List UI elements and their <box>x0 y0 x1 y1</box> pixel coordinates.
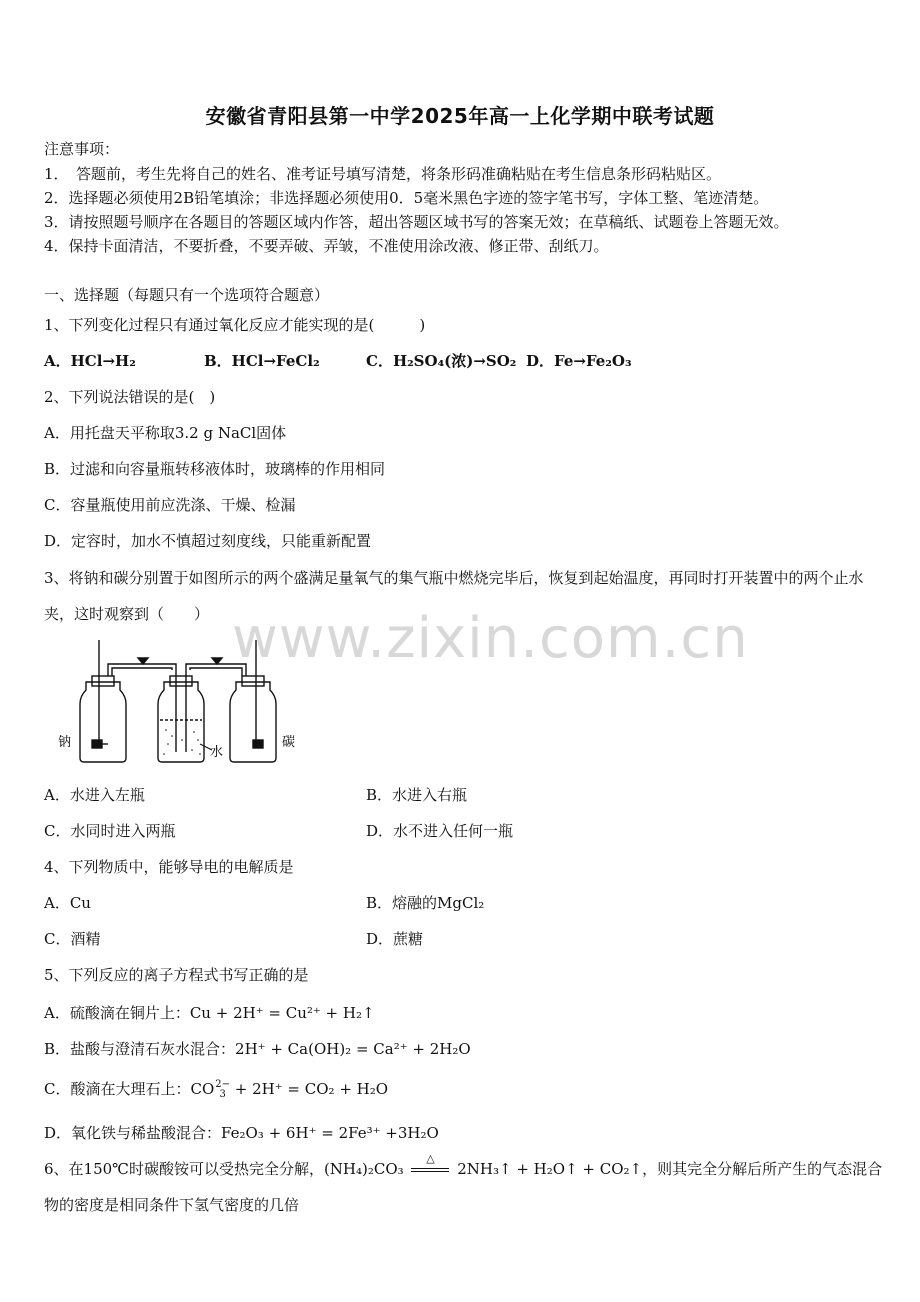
watermark: www.zixin.com.cn <box>232 606 749 671</box>
q5-option-c-suffix: + 2H⁺ = CO₂ + H₂O <box>230 1080 389 1098</box>
q1-option-b: B．HCl→FeCl₂ <box>204 352 320 370</box>
q5-option-c-prefix: C．酸滴在大理石上：CO <box>44 1080 215 1098</box>
q5-option-d: D．氧化铁与稀盐酸混合：Fe₂O₃ + 6H⁺ = 2Fe³⁺ +3H₂O <box>44 1124 439 1142</box>
question-2-stem: 2、下列说法错误的是( ) <box>44 388 216 406</box>
figure-label-sodium: 钠 <box>58 735 72 750</box>
q3-option-d: D．水不进入任何一瓶 <box>366 822 514 840</box>
q6-suffix: 2NH₃↑ + H₂O↑ + CO₂↑，则其完全分解后所产生的气态混合 <box>457 1160 883 1178</box>
section-heading: 一、选择题（每题只有一个选项符合题意） <box>44 286 330 304</box>
q5-option-a: A．硫酸滴在铜片上：Cu + 2H⁺ = Cu²⁺ + H₂↑ <box>44 1004 375 1022</box>
heating-condition-sign <box>408 1152 452 1178</box>
q6-prefix: 6、在150℃时碳酸铵可以受热完全分解，(NH₄)₂CO₃ <box>44 1160 404 1178</box>
figure-label-carbon: 碳 <box>282 735 296 750</box>
q5-option-b: B．盐酸与澄清石灰水混合：2H⁺ + Ca(OH)₂ = Ca²⁺ + 2H₂O <box>44 1040 471 1058</box>
notice-item: 3．请按照题号顺序在各题目的答题区域内作答，超出答题区域书写的答案无效；在草稿纸、试题卷上答题无效。 <box>44 213 789 231</box>
q1-option-c: C．H₂SO₄(浓)→SO₂ <box>366 352 517 370</box>
page-title: 安徽省青阳县第一中学2025年高一上化学期中联考试题 <box>205 104 715 128</box>
q1-option-a: A．HCl→H₂ <box>44 352 136 370</box>
carbonate-charge <box>215 1080 230 1100</box>
carbonate-sup: 2− <box>215 1079 231 1090</box>
notice-item: 4．保持卡面清洁，不要折叠，不要弄破、弄皱，不准使用涂改液、修正带、刮纸刀。 <box>44 237 609 255</box>
q2-option-d: D．定容时，加水不慎超过刻度线，只能重新配置 <box>44 532 372 550</box>
question-6-stem-line1 <box>44 1152 883 1179</box>
q2-option-b: B．过滤和向容量瓶转移液体时，玻璃棒的作用相同 <box>44 460 386 478</box>
question-3-stem: 3、将钠和碳分别置于如图所示的两个盛满足量氧气的集气瓶中燃烧完毕后，恢复到起始温度，再同时打开装置中的两个止水夹，这时观察到（ ） <box>44 569 864 623</box>
notice-item: 1． 答题前，考生先将自己的姓名、准考证号填写清楚，将条形码准确粘贴在考生信息条形码粘贴区。 <box>44 165 722 183</box>
question-4-stem: 4、下列物质中，能够导电的电解质是 <box>44 858 294 876</box>
question-1-stem: 1、下列变化过程只有通过氧化反应才能实现的是( ) <box>44 316 426 334</box>
q2-option-c: C．容量瓶使用前应洗涤、干燥、检漏 <box>44 496 296 514</box>
q3-option-c: C．水同时进入两瓶 <box>44 822 176 840</box>
q3-option-a: A．水进入左瓶 <box>44 786 145 804</box>
figure-label-water: 水 <box>210 745 224 760</box>
heat-triangle-icon: △ <box>426 1152 435 1165</box>
q4-option-c: C．酒精 <box>44 930 101 948</box>
q1-option-d: D．Fe→Fe₂O₃ <box>526 352 632 370</box>
q4-option-d: D．蔗糖 <box>366 930 424 948</box>
question-5-stem: 5、下列反应的离子方程式书写正确的是 <box>44 966 309 984</box>
gas-bottle-apparatus-figure <box>56 640 306 766</box>
carbonate-sub: 3 <box>219 1089 226 1100</box>
q4-option-b: B．熔融的MgCl₂ <box>366 894 485 912</box>
question-6-stem-line2: 物的密度是相同条件下氢气密度的几倍 <box>44 1196 300 1214</box>
q5-option-c <box>44 1078 388 1100</box>
notice-heading: 注意事项： <box>44 140 120 158</box>
q3-option-b: B．水进入右瓶 <box>366 786 468 804</box>
notice-item: 2．选择题必须使用2B铅笔填涂；非选择题必须使用0．5毫米黑色字迹的签字笔书写，字体工整、笔迹清楚。 <box>44 189 769 207</box>
q4-option-a: A．Cu <box>44 894 91 912</box>
q2-option-a: A．用托盘天平称取3.2 g NaCl固体 <box>44 424 287 442</box>
